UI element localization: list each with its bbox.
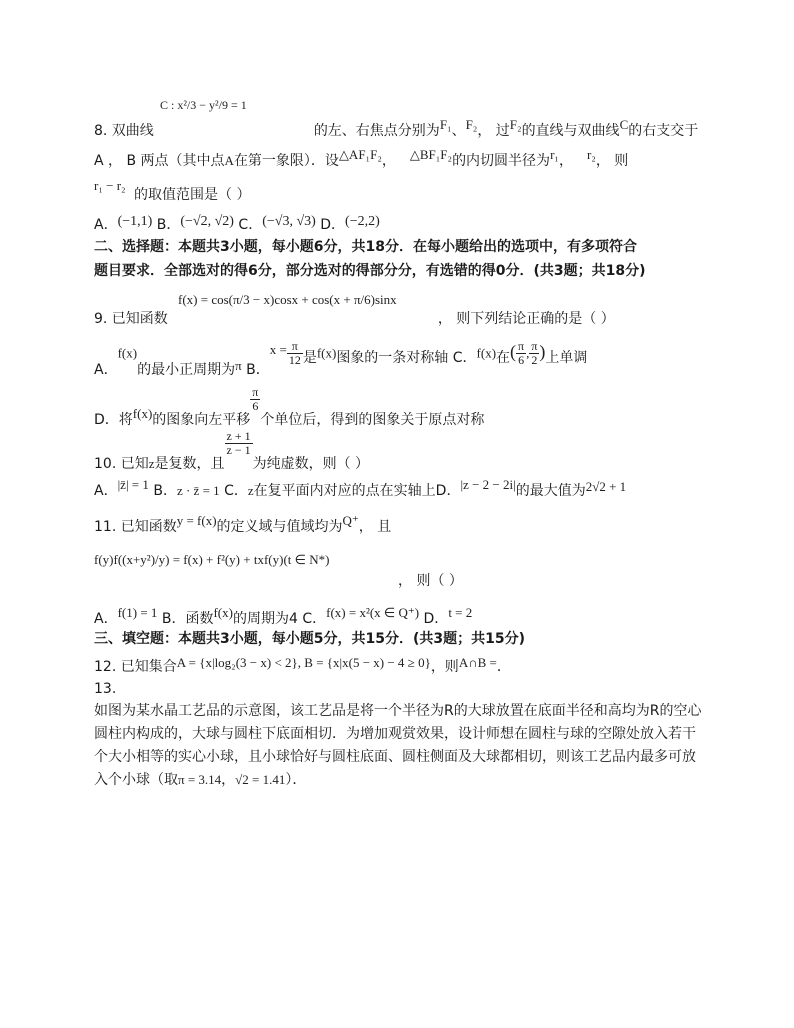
q8-option-d: (−2,2) xyxy=(345,214,380,229)
q10-option-d-text: 的最大值为 xyxy=(515,483,586,499)
q9-option-c-frac-1 xyxy=(516,340,526,367)
q11-option-a: f(1) = 1 xyxy=(117,605,158,620)
q13-close: ）． xyxy=(285,772,307,788)
q10-option-a-label: A． xyxy=(94,483,118,499)
q8-line3: 的取值范围是（ ） xyxy=(134,187,251,203)
q9-option-c-a: π xyxy=(518,339,525,353)
q11-option-d: t = 2 xyxy=(448,605,473,620)
q12-intersection: A∩B = xyxy=(458,655,497,670)
q9-function-formula: f(x) = cos(π/3 − x)cosx + cos(x + π/6)sinx xyxy=(178,292,397,307)
q9-option-c-b: 6 xyxy=(518,353,525,367)
q12-tail: ，则 xyxy=(430,659,459,675)
q11-lead: 11. 已知函数 xyxy=(94,519,177,535)
q9-option-a-label: A． xyxy=(94,361,118,378)
q10-options xyxy=(94,477,627,500)
q8-line2b: 在第一象限）．设 xyxy=(233,153,339,169)
q8-line2f: ， 则 xyxy=(595,153,629,169)
q9-option-c-label: C． xyxy=(452,349,477,366)
q9-option-d-text1: 的图象向左平移 xyxy=(152,411,251,428)
q10-option-d-expr: |z − 2 − 2i| xyxy=(460,477,516,492)
q9-option-b-num: π xyxy=(287,340,303,354)
q13-pi-value: π = 3.14 xyxy=(178,772,222,787)
q10-option-c-label: C． xyxy=(224,483,248,499)
q11-option-a-label: A． xyxy=(94,611,118,627)
q8-option-d-label: D． xyxy=(320,217,346,233)
q8-line-2 xyxy=(94,147,629,170)
q9-options-abc: A．f(x)的最小正周期为π B．x = $\frac{\pi}{12}$ 是f(x)图象的一条对称轴 C．f(x)在( $\frac{\pi}{6}$ , $\frac{\pi}{2}$ )上单调 xyxy=(94,339,588,378)
q9-option-a-pi: π xyxy=(235,357,242,373)
q8-line2c: ， xyxy=(381,153,396,169)
q9-option-c-fx: f(x) xyxy=(476,345,497,361)
q9-option-d-label: D．将 xyxy=(94,411,133,428)
q9-option-d-fraction xyxy=(250,386,260,413)
q8-f1: F₁ xyxy=(439,117,452,132)
q11-option-b-label: B．函数 xyxy=(161,611,214,627)
q10-option-d-label: D． xyxy=(435,483,461,499)
q9-option-b-eq: x = xyxy=(269,341,287,357)
q8-option-c-label: C． xyxy=(238,217,263,233)
q10-option-b-label: B． xyxy=(153,483,177,499)
q9-option-d-fx: f(x) xyxy=(132,405,153,421)
q9-option-a-text: 的最小正周期为 xyxy=(137,361,236,378)
q11-option-c: f(x) = x²(x ∈ Q⁺) xyxy=(326,605,420,620)
q10-option-b: z · z̄ = 1 xyxy=(176,483,220,498)
q8-difference: r₁ − r₂ xyxy=(94,178,126,193)
q12-set-formula: A = {x|log₂(3 − x) < 2}, B = {x|x(5 − x) − 4 ≥ 0} xyxy=(176,655,431,670)
q8-formula-text: C : x²/3 − y²/9 = 1 xyxy=(160,98,247,112)
q8-text1: 的左、右焦点分别为 xyxy=(313,123,440,139)
q8-line2d: 的内切圆半径为 xyxy=(452,153,551,169)
q11-domain: Q⁺ xyxy=(342,513,359,528)
q8-line-3 xyxy=(94,186,250,204)
q9-option-c-frac-2 xyxy=(529,340,539,367)
q10-fraction xyxy=(225,430,253,457)
q9-option-c-d: 2 xyxy=(531,353,538,367)
section-3-heading: 三、填空题：本题共3小题，每小题5分，共15分．(共3题；共15分) xyxy=(94,631,525,647)
q11-function-def: y = f(x) xyxy=(176,513,217,528)
q8-lead: 8. 双曲线 xyxy=(94,123,154,139)
q8-option-c: (−√3, √3) xyxy=(262,214,316,229)
q9-option-b-fx: f(x) xyxy=(316,345,337,361)
q10-num: z + 1 xyxy=(226,429,251,443)
q9-option-d-den: 6 xyxy=(252,399,259,413)
q8-r1: r₁ xyxy=(550,147,559,162)
q8-sep1: 、 xyxy=(451,123,466,139)
q13-number: 13. xyxy=(94,681,117,697)
q11-option-b-text: 的周期为4 xyxy=(232,611,298,627)
q8-f2: F₂ xyxy=(465,117,478,132)
q8-triangle-2: △BF₁F₂ xyxy=(409,147,453,162)
q8-line2a: A ， B 两点（其中点 xyxy=(94,153,225,169)
q8-option-a-label: A． xyxy=(94,217,118,233)
q9-option-c-text1: 在 xyxy=(496,349,511,366)
q8-triangle-1: △AF₁F₂ xyxy=(338,147,382,162)
q9-option-d xyxy=(94,385,485,428)
q11-option-d-label: D． xyxy=(423,611,449,627)
q10-option-a: |z̄| = 1 xyxy=(117,477,149,492)
q8-options xyxy=(94,216,380,234)
q11-text2: ， 且 xyxy=(358,519,392,535)
q8-hyperbola-formula xyxy=(160,98,247,112)
q8-r2: r₂ xyxy=(586,147,596,162)
q11-text1: 的定义域与值域均为 xyxy=(216,519,343,535)
q10-option-d-value: 2√2 + 1 xyxy=(585,479,627,494)
section-2-heading-line-1: 二、选择题：本题共3小题，每小题6分，共18分．在每小题给出的选项中，有多项符合 xyxy=(94,239,637,255)
q9-option-b-den: 12 xyxy=(288,353,301,367)
q9-option-c-text2: 上单调 xyxy=(545,349,588,366)
q12-end: ． xyxy=(496,659,511,675)
q9-option-c-c: π xyxy=(531,339,538,353)
q9-tail: ， 则下列结论正确的是（ ） xyxy=(437,311,615,327)
q10-z: z xyxy=(148,455,155,471)
q8-line2e: ， xyxy=(558,153,573,169)
q9-option-d-num: π xyxy=(252,385,259,399)
q8-option-b: (−√2, √2) xyxy=(180,214,234,229)
q9-option-d-text2: 个单位后，得到的图象关于原点对称 xyxy=(260,411,485,428)
q12-lead: 12. 已知集合 xyxy=(94,659,177,675)
q11-options xyxy=(94,604,473,627)
q13-paragraph-text: 如图为某水晶工艺品的示意图，该工艺品是将一个半径为R的大球放置在底面半径和高均为R的空心圆柱内构成的，大球与圆柱下底面相切．为增加观赏效果，设计师想在圆柱与球的空隙处放入若干个大小相等的实心小球，且小球恰好与圆柱底面、圆柱侧面及大球都相切，则该工艺品内最多可放入个小球（取 xyxy=(94,703,702,788)
q9-option-b-text2: 图象的一条对称轴 xyxy=(336,349,449,366)
q10-line-1 xyxy=(94,429,370,472)
q8-f2b: F₂ xyxy=(509,117,522,132)
q9-line-1 xyxy=(94,310,615,328)
q8-c: C xyxy=(619,117,629,132)
q9-option-b-fraction xyxy=(287,340,303,367)
q13-sqrt2-value: √2 = 1.41 xyxy=(235,772,286,787)
q11-option-c-label: C． xyxy=(302,611,327,627)
q8-text4: 的右支交于 xyxy=(628,123,699,139)
q9-option-a-fx: f(x) xyxy=(117,345,138,361)
q11-line-1 xyxy=(94,512,392,535)
q8-point-a: A xyxy=(224,153,234,168)
q10-den: z − 1 xyxy=(226,443,251,457)
q11-tail: ， 则（ ） xyxy=(398,573,463,589)
q9-option-b-label: B． xyxy=(246,361,270,378)
q10-option-c-z: z xyxy=(247,483,254,498)
q10-option-c: 在复平面内对应的点在实轴上 xyxy=(253,483,436,499)
q13-sep: ， xyxy=(221,772,236,788)
q12-line xyxy=(94,654,511,675)
q11-functional-equation: f(y)f((x+y²)/y) = f(x) + f²(y) + txf(y)(t ∈ N*) xyxy=(94,552,330,567)
q13-paragraph xyxy=(94,700,704,792)
q8-option-b-label: B． xyxy=(156,217,181,233)
q8-text3: 的直线与双曲线 xyxy=(521,123,620,139)
q8-text2: ， 过 xyxy=(477,123,510,139)
q9-option-b-text1: 是 xyxy=(302,349,317,366)
q8-line-1 xyxy=(94,117,699,140)
section-2-heading-line-2: 题目要求．全部选对的得6分，部分选对的得部分分，有选错的得0分．(共3题；共18分) xyxy=(94,263,646,279)
q10-text1: 是复数，且 xyxy=(154,455,225,472)
q11-option-b-fx: f(x) xyxy=(213,605,233,620)
q8-option-a: (−1,1) xyxy=(117,214,153,229)
q9-lead: 9. 已知函数 xyxy=(94,311,168,327)
q10-text2: 为纯虚数，则（ ） xyxy=(252,455,370,472)
q10-lead: 10. 已知 xyxy=(94,455,149,472)
